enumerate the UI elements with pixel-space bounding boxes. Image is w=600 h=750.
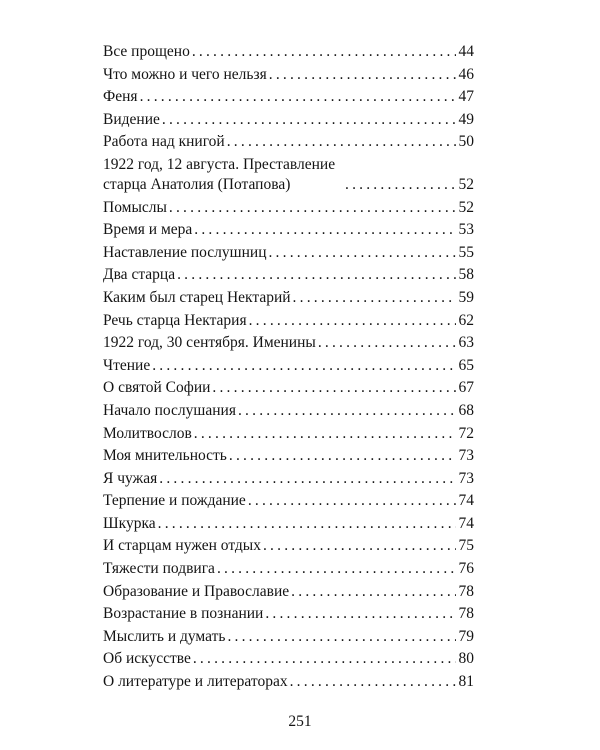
toc-entry xyxy=(103,220,474,240)
dot-leader xyxy=(289,582,456,602)
toc-entry-title: Помыслы xyxy=(103,198,167,216)
dot-leader xyxy=(190,42,456,62)
toc-entry-title: Работа над книгой xyxy=(103,133,225,151)
toc-entry-title: Все прощено xyxy=(103,43,190,60)
page-number: 251 xyxy=(288,713,312,730)
toc-entry-title: И старцам нужен отдых xyxy=(103,537,261,555)
toc-entry-title: Тяжести подвига xyxy=(103,560,215,578)
dot-leader xyxy=(267,65,456,85)
dot-leader xyxy=(156,514,456,534)
toc-entry-page: 80 xyxy=(458,650,474,668)
dot-leader xyxy=(191,649,456,669)
toc-entry-page: 46 xyxy=(458,65,474,83)
dot-leader xyxy=(266,243,456,263)
dot-leader xyxy=(160,110,456,130)
toc-entry-page: 52 xyxy=(458,198,474,216)
toc-entry xyxy=(103,333,474,353)
toc-entry xyxy=(103,243,474,263)
dot-leader xyxy=(175,265,456,285)
dot-leader xyxy=(227,446,456,466)
toc-entry-page: 68 xyxy=(458,401,474,419)
toc-entry-title: Об искусстве xyxy=(103,650,191,668)
toc-entry-title: 1922 год, 30 сентября. Именины xyxy=(103,334,316,352)
toc-entry xyxy=(103,446,474,466)
toc-entry-title: 1922 год, 12 августа. Преставление старца Анатолия (Потапова) xyxy=(103,155,336,193)
toc-entry-page: 79 xyxy=(458,627,474,645)
toc-entry xyxy=(103,649,474,669)
toc-entry-page: 65 xyxy=(458,356,474,374)
toc-entry-title: Шкурка xyxy=(103,514,156,532)
toc-entry-title: Мыслить и думать xyxy=(103,627,226,645)
toc-entry xyxy=(103,401,474,421)
dot-leader xyxy=(246,491,456,511)
toc-entry xyxy=(103,288,474,308)
toc-entry-title: Терпение и пождание xyxy=(103,492,246,510)
dot-leader xyxy=(215,559,456,579)
toc-entry xyxy=(103,491,474,511)
toc-entry xyxy=(103,42,474,62)
toc-entry-title: Каким был старец Нектарий xyxy=(103,288,291,306)
toc-entry xyxy=(103,110,474,130)
dot-leader xyxy=(225,132,456,152)
toc-entry xyxy=(103,87,474,107)
toc-entry-title: Образование и Православие xyxy=(103,582,290,600)
dot-leader xyxy=(263,604,456,624)
toc-entry-title: Возрастание в познании xyxy=(103,605,264,623)
toc-entry-page: 74 xyxy=(458,492,474,510)
toc-entry-title: О святой Софии xyxy=(103,379,211,397)
toc-entry-page: 74 xyxy=(458,514,474,532)
toc-entry xyxy=(103,604,474,624)
dot-leader xyxy=(261,536,456,556)
toc-entry xyxy=(103,514,474,534)
toc-entry-page: 73 xyxy=(458,447,474,465)
toc-entry-page: 52 xyxy=(458,175,474,193)
toc-entry xyxy=(103,198,474,218)
toc-entry-page: 55 xyxy=(458,243,474,261)
toc-entry xyxy=(103,132,474,152)
toc-entry xyxy=(103,559,474,579)
dot-leader xyxy=(157,469,456,489)
dot-leader xyxy=(138,87,456,107)
toc-entry xyxy=(103,536,474,556)
dot-leader xyxy=(316,333,456,353)
toc-entry-title: О литературе и литераторах xyxy=(103,673,288,691)
toc-entry xyxy=(103,65,474,85)
toc-entry-title: Наставление послушниц xyxy=(103,243,267,261)
dot-leader xyxy=(150,356,456,376)
toc-entry-title: Видение xyxy=(103,110,160,128)
toc-entry-page: 72 xyxy=(458,424,474,442)
toc-entry-title: Феня xyxy=(103,88,138,106)
toc-entry-page: 62 xyxy=(458,311,474,329)
toc-entry-page: 63 xyxy=(458,334,474,352)
toc-entry-page: 78 xyxy=(458,605,474,623)
dot-leader xyxy=(291,288,456,308)
toc-entry xyxy=(103,627,474,647)
dot-leader xyxy=(225,627,456,647)
toc-entry-page: 75 xyxy=(458,537,474,555)
dot-leader xyxy=(247,311,456,331)
dot-leader xyxy=(210,378,456,398)
toc-entry-page: 50 xyxy=(458,133,474,151)
toc-entry-title: Молитвослов xyxy=(103,424,192,442)
toc-entry-page: 81 xyxy=(458,673,474,691)
toc-entry-title: Начало послушания xyxy=(103,401,236,419)
toc-entry-page: 44 xyxy=(458,43,474,60)
toc-entry xyxy=(103,378,474,398)
toc-entry xyxy=(103,155,474,195)
toc-entry-title: Что можно и чего нельзя xyxy=(103,65,267,83)
toc-entry-title: Время и мера xyxy=(103,221,193,239)
toc-entry-page: 73 xyxy=(458,469,474,487)
dot-leader xyxy=(167,198,456,218)
table-of-contents xyxy=(103,42,474,695)
toc-entry xyxy=(103,469,474,489)
toc-entry xyxy=(103,672,474,692)
dot-leader xyxy=(236,401,456,421)
toc-entry-title: Моя мнительность xyxy=(103,447,227,465)
toc-entry-page: 67 xyxy=(458,379,474,397)
toc-entry-page: 78 xyxy=(458,582,474,600)
toc-entry xyxy=(103,582,474,602)
toc-entry-title: Я чужая xyxy=(103,469,158,487)
toc-entry-page: 47 xyxy=(458,88,474,106)
toc-entry-title: Два старца xyxy=(103,266,176,284)
toc-entry-page: 58 xyxy=(458,266,474,284)
dot-leader xyxy=(192,424,456,444)
toc-entry-page: 59 xyxy=(458,288,474,306)
toc-entry-title: Чтение xyxy=(103,356,151,374)
toc-entry-page: 76 xyxy=(458,560,474,578)
toc-entry-title: Речь старца Нектария xyxy=(103,311,247,329)
toc-entry xyxy=(103,356,474,376)
toc-entry xyxy=(103,265,474,285)
dot-leader xyxy=(288,672,456,692)
toc-entry-page: 53 xyxy=(458,221,474,239)
dot-leader xyxy=(343,175,456,195)
dot-leader xyxy=(192,220,456,240)
toc-entry xyxy=(103,424,474,444)
toc-entry xyxy=(103,311,474,331)
toc-entry-page: 49 xyxy=(458,110,474,128)
